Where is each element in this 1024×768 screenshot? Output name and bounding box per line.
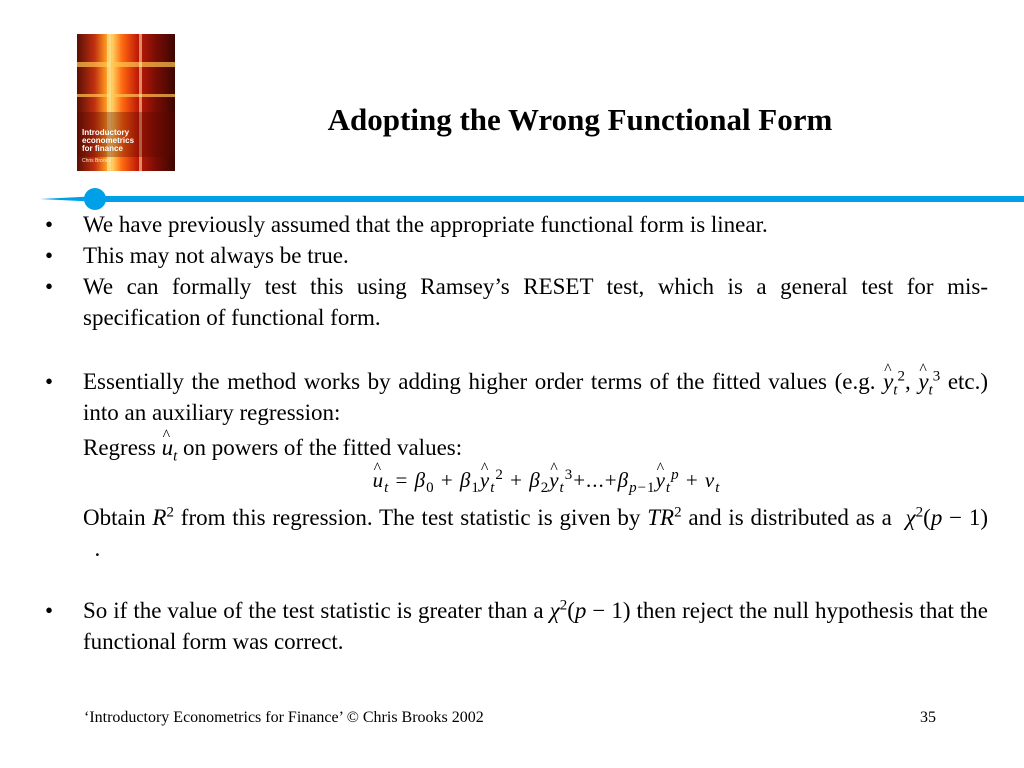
cover-author: Chris Brooks [82, 158, 111, 164]
final-after: then reject the null hypothesis that the functional form was correct. [83, 598, 989, 654]
bullet-conclusion [45, 595, 988, 657]
regress-after: on powers of the fitted values: [183, 435, 463, 460]
chi-square-formula: $\chi^2(p - 1)$ [549, 597, 631, 623]
bullet-dot: • [45, 212, 54, 237]
bullet-dot: • [45, 369, 54, 394]
bullet-text: This may not always be true. [83, 243, 349, 268]
essentially-lead: Essentially the method works by adding higher order terms of the fitted values (e.g. [83, 369, 876, 394]
regress-before: Regress [83, 435, 156, 460]
tr-symbol: TR [647, 505, 675, 530]
essentially-tail: etc.) into an auxiliary regression: [83, 369, 989, 425]
bullet-dot: • [45, 274, 54, 299]
residual-symbol: ^ $u_t$ [162, 435, 178, 460]
bullet-dot: • [45, 598, 54, 623]
obtain-text2: from this regression. The test statistic is given by [180, 505, 641, 530]
bullet-list [45, 209, 988, 657]
obtain-text3: and is distributed as a [688, 505, 892, 530]
reset-equation: ^ $u_t = \beta_0$ + $\beta_1\^{}$ $y_t^2$ + $\beta_2\^{}$ $y_t^3+...+\beta_{p-1}\^{}$ $y_t^p + v_t$ [45, 465, 988, 496]
chi-square-formula: $\chi^2(p - 1)$ [905, 504, 989, 530]
bullet-essentially [45, 366, 988, 428]
book-cover-image [77, 34, 175, 171]
bullet-text: We have previously assumed that the appropriate functional form is linear. [83, 212, 768, 237]
fitted-powers-formula: ^ $y_t^2$, ^ $y_t^3$ [883, 369, 940, 394]
obtain-paragraph: Obtain $R^2$ from this regression. The test statistic is given by $TR^2$ and is distributed as a $\chi^2(p - 1)$ . [83, 504, 989, 561]
cover-title: Introductory econometrics for finance [82, 128, 135, 153]
r-symbol: R [152, 505, 167, 530]
slide-title: Adopting the Wrong Functional Form [327, 102, 833, 137]
page-number: 35 [920, 709, 936, 726]
obtain-end: . [94, 536, 101, 561]
regress-line [45, 432, 988, 463]
bullet-not-true [45, 240, 988, 271]
bullet-text: We can formally test this using Ramsey’s RESET test, which is a general test for mis-specification of functional form. [83, 274, 988, 330]
bullet-linear [45, 209, 988, 240]
obtain-text1: Obtain [83, 505, 146, 530]
footer-copyright: ‘Introductory Econometrics for Finance’ © Chris Brooks 2002 [84, 709, 484, 726]
bullet-reset [45, 271, 988, 333]
final-before: So if the value of the test statistic is greater than a [83, 598, 544, 623]
bullet-dot: • [45, 243, 54, 268]
